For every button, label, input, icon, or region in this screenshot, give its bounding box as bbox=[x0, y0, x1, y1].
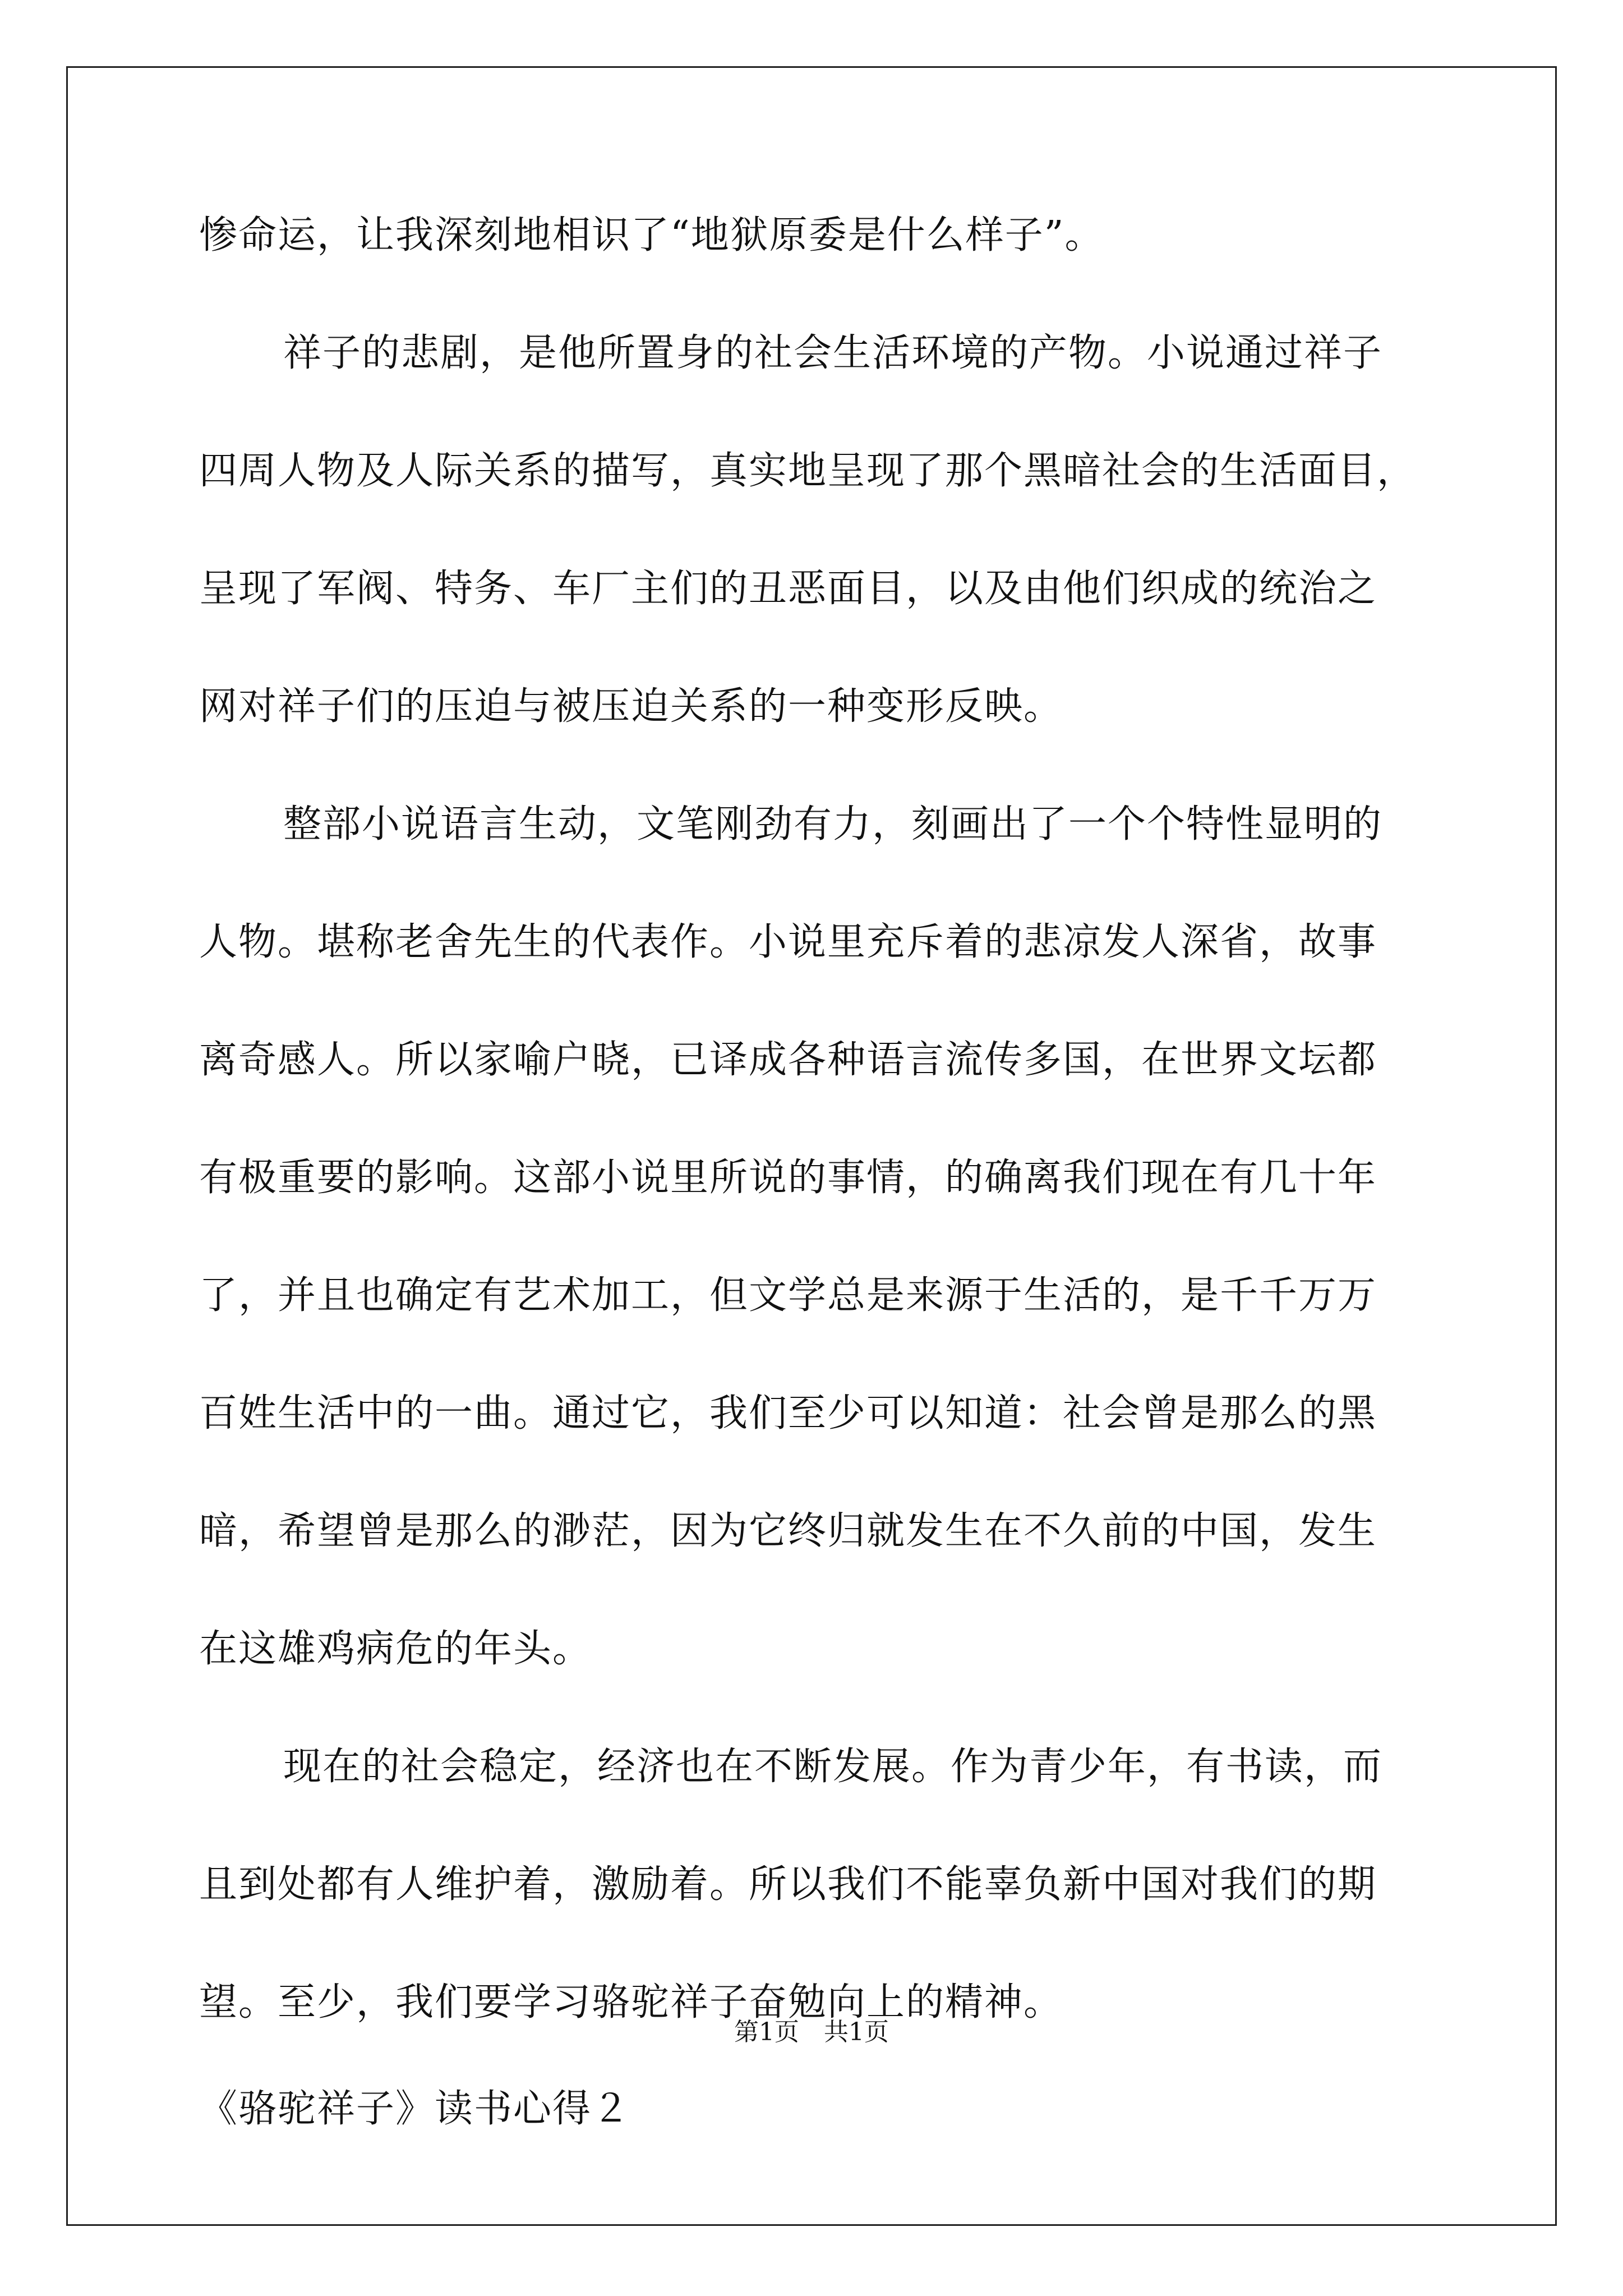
page-number-footer: 第1页 共1页 bbox=[734, 2018, 889, 2046]
text-line: 呈现了军阀、特务、车厂主们的丑恶面目，以及由他们织成的统治之 bbox=[199, 567, 1377, 611]
text-line: 网对祥子们的压迫与被压迫关系的一种变形反映。 bbox=[199, 684, 1063, 729]
text-line: 离奇感人。所以家喻户晓，已译成各种语言流传多国，在世界文坛都 bbox=[199, 1038, 1377, 1082]
text-line: 暗，希望曾是那么的渺茫，因为它终归就发生在不久前的中国，发生 bbox=[199, 1509, 1377, 1553]
text-line: 望。至少，我们要学习骆驼祥子奋勉向上的精神。 bbox=[199, 1980, 1063, 2024]
text-line: 且到处都有人维护着，激励着。所以我们不能辜负新中国对我们的期 bbox=[199, 1862, 1377, 1907]
text-line: 在这雄鸡病危的年头。 bbox=[199, 1627, 592, 1671]
text-line: 有极重要的影响。这部小说里所说的事情，的确离我们现在有几十年 bbox=[199, 1156, 1377, 1200]
text-line: 百姓生活中的一曲。通过它，我们至少可以知道：社会曾是那么的黑 bbox=[199, 1391, 1377, 1435]
text-line: 祥子的悲剧，是他所置身的社会生活环境的产物。小说通过祥子 bbox=[283, 331, 1383, 375]
text-line: 惨命运，让我深刻地相识了“地狱原委是什么样子”。 bbox=[199, 213, 1104, 257]
text-line: 了，并且也确定有艺术加工，但文学总是来源于生活的，是千千万万 bbox=[199, 1273, 1377, 1318]
text-line: 整部小说语言生动，文笔刚劲有力，刻画出了一个个特性显明的 bbox=[283, 802, 1383, 846]
section-heading: 《骆驼祥子》读书心得２ bbox=[199, 2087, 631, 2131]
text-line: 人物。堪称老舍先生的代表作。小说里充斥着的悲凉发人深省，故事 bbox=[199, 920, 1377, 964]
text-line: 现在的社会稳定，经济也在不断发展。作为青少年，有书读，而 bbox=[283, 1745, 1383, 1789]
text-line: 四周人物及人际关系的描写，真实地呈现了那个黑暗社会的生活面目， bbox=[199, 449, 1417, 493]
